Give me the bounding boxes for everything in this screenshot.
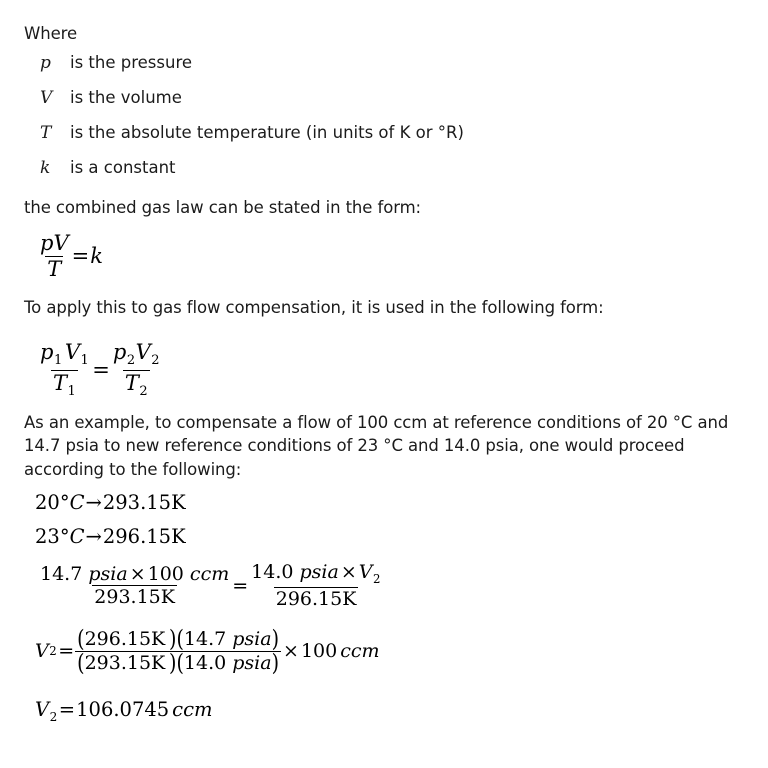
variable-v1: V [64, 340, 80, 364]
variable-p2: p [112, 340, 127, 364]
kelvin-value-1: 293.15K [102, 491, 186, 514]
pressure-value-rhs: 14.0 [251, 561, 294, 583]
variable-v2: V [35, 640, 49, 663]
definition-text-t: is the absolute temperature (in units of K or °R) [70, 123, 464, 142]
denominator-pressure-unit: psia [232, 651, 272, 674]
fraction-new-conditions [249, 562, 383, 609]
paren-open: ( [77, 625, 85, 653]
where-label: Where [24, 24, 77, 43]
fraction-state-1 [38, 341, 91, 399]
result-unit: ccm [172, 698, 213, 721]
numerator-pressure: 14.7 [183, 628, 227, 650]
multiply-icon: × [283, 640, 299, 663]
definition-text-v: is the volume [70, 88, 182, 107]
subscript-2: 2 [151, 353, 160, 369]
variable-p: p [40, 231, 54, 255]
paragraph-worked-example: As an example, to compensate a flow of 100 ccm at reference conditions of 20 °C and 14.7 psia to new reference conditions of 23 °C and 14.0 psia, one would proceed according to the following: [24, 413, 729, 479]
equals-sign: = [71, 244, 90, 269]
subscript-2: 2 [49, 710, 58, 725]
paren-close: ) [271, 625, 280, 653]
variable-v2: V [135, 340, 151, 364]
multiply-icon: × [129, 562, 146, 585]
fraction-numerator [75, 625, 281, 653]
fraction-denominator [45, 256, 63, 281]
fraction-numerator [38, 341, 91, 370]
fraction-denominator [123, 370, 150, 400]
fraction-state-2 [111, 341, 162, 399]
celsius-value-1: 20 [35, 491, 60, 514]
paren-close: ) [165, 625, 177, 653]
temperature-lhs: 293.15K [94, 586, 175, 609]
numerator-temperature: 296.15K [84, 628, 166, 650]
symbol-k: k [40, 158, 51, 178]
flow-unit-lhs: ccm [189, 562, 230, 585]
denominator-pressure: 14.0 [183, 651, 227, 674]
degree-celsius-unit: °C [59, 525, 85, 548]
paren-close: ) [271, 649, 280, 676]
equals-sign: = [58, 698, 76, 721]
arrow-icon: → [85, 525, 102, 548]
variable-k: k [90, 244, 103, 269]
definition-item-v [40, 88, 740, 123]
fraction-numerator [38, 564, 231, 586]
subscript-1: 1 [67, 383, 76, 399]
symbol-t: T [40, 123, 52, 143]
fraction-numerator [111, 341, 162, 370]
definition-item-t [40, 123, 740, 158]
subscript-2: 2 [49, 644, 57, 659]
equation-two-state-gas-law [38, 340, 162, 399]
variable-t: T [47, 256, 62, 281]
fraction-pv-over-t [38, 232, 71, 280]
flow-value-lhs: 100 [147, 562, 184, 585]
numerator-pressure-unit: psia [232, 628, 272, 650]
kelvin-value-2: 296.15K [102, 525, 186, 548]
subscript-2: 2 [139, 383, 148, 399]
degree-celsius-unit: °C [59, 491, 85, 514]
subscript-2: 2 [373, 571, 381, 586]
definition-item-k [40, 158, 740, 193]
multiply-icon: × [340, 561, 357, 583]
fraction-numerator [38, 232, 71, 256]
equals-sign: = [92, 358, 110, 382]
definition-item-p [40, 53, 740, 88]
fraction-denominator [51, 370, 78, 400]
paragraph-combined-gas-law: the combined gas law can be stated in the form: [24, 198, 422, 217]
equation-combined-gas-law [38, 231, 103, 280]
fraction-denominator [92, 585, 177, 608]
fraction-denominator [274, 587, 359, 610]
flow-unit: ccm [340, 640, 380, 663]
subscript-1: 1 [80, 353, 89, 369]
symbol-v: V [40, 88, 53, 108]
equation-celsius-to-kelvin-1 [35, 491, 186, 514]
variable-v2: V [358, 561, 373, 583]
paragraph-apply-compensation: To apply this to gas flow compensation, it is used in the following form: [24, 298, 604, 317]
pressure-unit-lhs: psia [88, 562, 128, 585]
pressure-unit-rhs: psia [299, 561, 339, 583]
pressure-value-lhs: 14.7 [40, 562, 83, 585]
variable-t1: T [52, 370, 67, 395]
arrow-icon: → [85, 491, 102, 514]
fraction-correction-factor [75, 625, 281, 676]
symbol-p: p [40, 53, 51, 73]
equals-sign: = [232, 574, 249, 597]
variable-v: V [53, 231, 69, 255]
flow-value: 100 [300, 640, 338, 663]
equation-pressure-flow-ratio [38, 562, 383, 609]
variable-t2: T [124, 370, 139, 395]
paren-open: ( [77, 649, 85, 676]
fraction-numerator [249, 562, 383, 587]
paren-open: ( [176, 649, 184, 676]
paren-close: ) [165, 649, 177, 676]
fraction-denominator [75, 651, 281, 674]
denominator-temperature: 293.15K [84, 651, 166, 674]
equals-sign: = [58, 640, 75, 663]
subscript-2: 2 [126, 353, 136, 369]
definition-text-k: is a constant [70, 158, 176, 177]
fraction-reference-conditions [38, 564, 231, 608]
equation-v2-result [35, 698, 213, 724]
celsius-value-2: 23 [35, 525, 60, 548]
definition-text-p: is the pressure [70, 53, 193, 72]
variable-v2: V [35, 698, 50, 721]
subscript-1: 1 [53, 353, 63, 369]
temperature-rhs: 296.15K [275, 587, 357, 610]
variable-p1: p [40, 340, 54, 364]
equation-v2-solved [35, 625, 380, 676]
equation-celsius-to-kelvin-2 [35, 525, 186, 548]
result-value: 106.0745 [76, 698, 170, 721]
paren-open: ( [176, 625, 184, 653]
definition-list [40, 53, 740, 193]
